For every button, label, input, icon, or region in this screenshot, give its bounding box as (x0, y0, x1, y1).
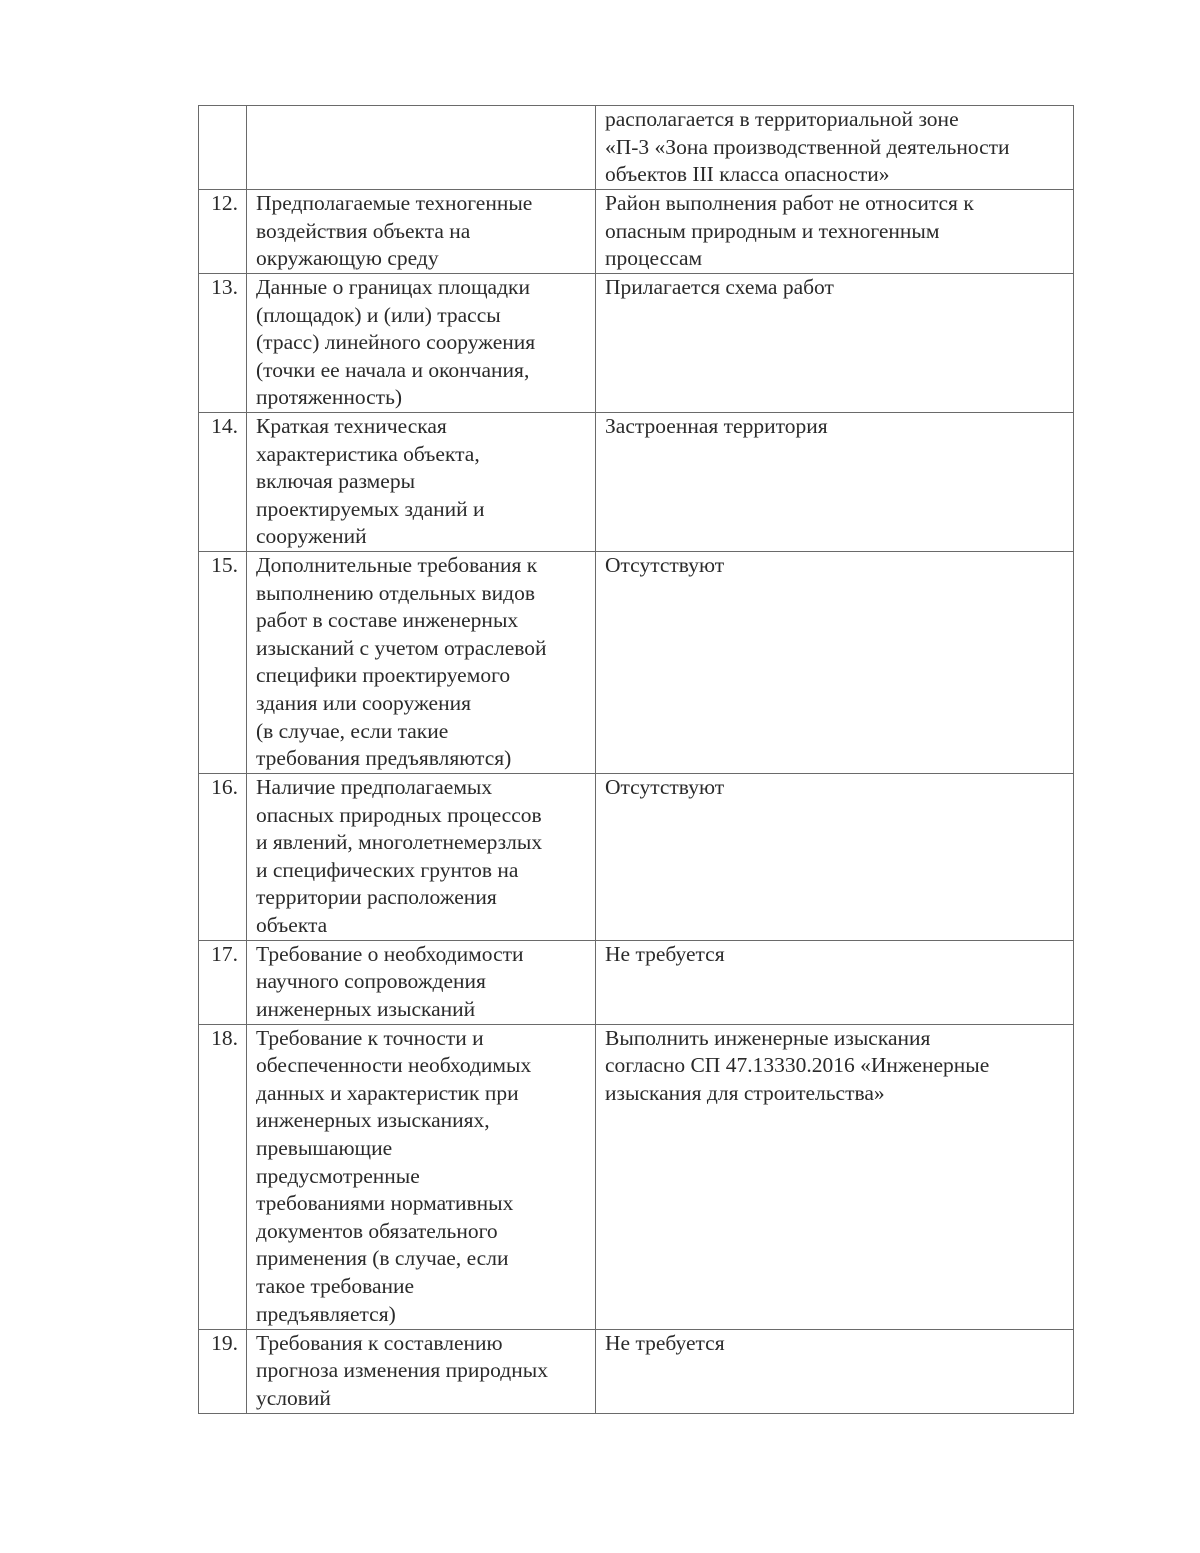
row-description: Требования к составлению прогноза изменения природных условий (247, 1329, 596, 1413)
row-value: Застроенная территория (596, 413, 1074, 552)
row-description: Предполагаемые техногенные воздействия объекта на окружающую среду (247, 190, 596, 274)
row-description: Данные о границах площадки (площадок) и (или) трассы (трасс) линейного сооружения (точки ее начала и окончания, протяженность) (247, 274, 596, 413)
row-number: 14. (199, 413, 247, 552)
table-row (199, 413, 1074, 552)
row-number: 15. (199, 552, 247, 774)
table-row (199, 774, 1074, 941)
row-value: Выполнить инженерные изыскания согласно СП 47.13330.2016 «Инженерные изыскания для строительства» (596, 1024, 1074, 1329)
table-row (199, 274, 1074, 413)
row-value: располагается в территориальной зоне «П-3 «Зона производственной деятельности объектов III класса опасности» (596, 106, 1074, 190)
row-number: 13. (199, 274, 247, 413)
row-number: 17. (199, 940, 247, 1024)
row-number: 12. (199, 190, 247, 274)
row-description: Требование о необходимости научного сопровождения инженерных изысканий (247, 940, 596, 1024)
table-row (199, 1329, 1074, 1413)
row-number: 18. (199, 1024, 247, 1329)
row-description: Наличие предполагаемых опасных природных процессов и явлений, многолетнемерзлых и специфических грунтов на территории расположения объекта (247, 774, 596, 941)
requirements-table (198, 105, 1074, 1414)
table-row (199, 190, 1074, 274)
row-value: Район выполнения работ не относится к опасным природным и техногенным процессам (596, 190, 1074, 274)
row-value: Отсутствуют (596, 552, 1074, 774)
row-description: Краткая техническая характеристика объекта, включая размеры проектируемых зданий и сооружений (247, 413, 596, 552)
row-number: 19. (199, 1329, 247, 1413)
table-row (199, 940, 1074, 1024)
row-number (199, 106, 247, 190)
row-value: Не требуется (596, 940, 1074, 1024)
table-row (199, 106, 1074, 190)
row-description (247, 106, 596, 190)
row-description: Требование к точности и обеспеченности необходимых данных и характеристик при инженерных изысканиях, превышающие предусмотренные требованиями нормативных документов обязательного применения (в случае, если такое требование предъявляется) (247, 1024, 596, 1329)
row-description: Дополнительные требования к выполнению отдельных видов работ в составе инженерных изысканий с учетом отраслевой специфики проектируемого здания или сооружения (в случае, если такие требования предъявляются) (247, 552, 596, 774)
table-row (199, 1024, 1074, 1329)
table-row (199, 552, 1074, 774)
row-value: Отсутствуют (596, 774, 1074, 941)
row-number: 16. (199, 774, 247, 941)
row-value: Прилагается схема работ (596, 274, 1074, 413)
row-value: Не требуется (596, 1329, 1074, 1413)
